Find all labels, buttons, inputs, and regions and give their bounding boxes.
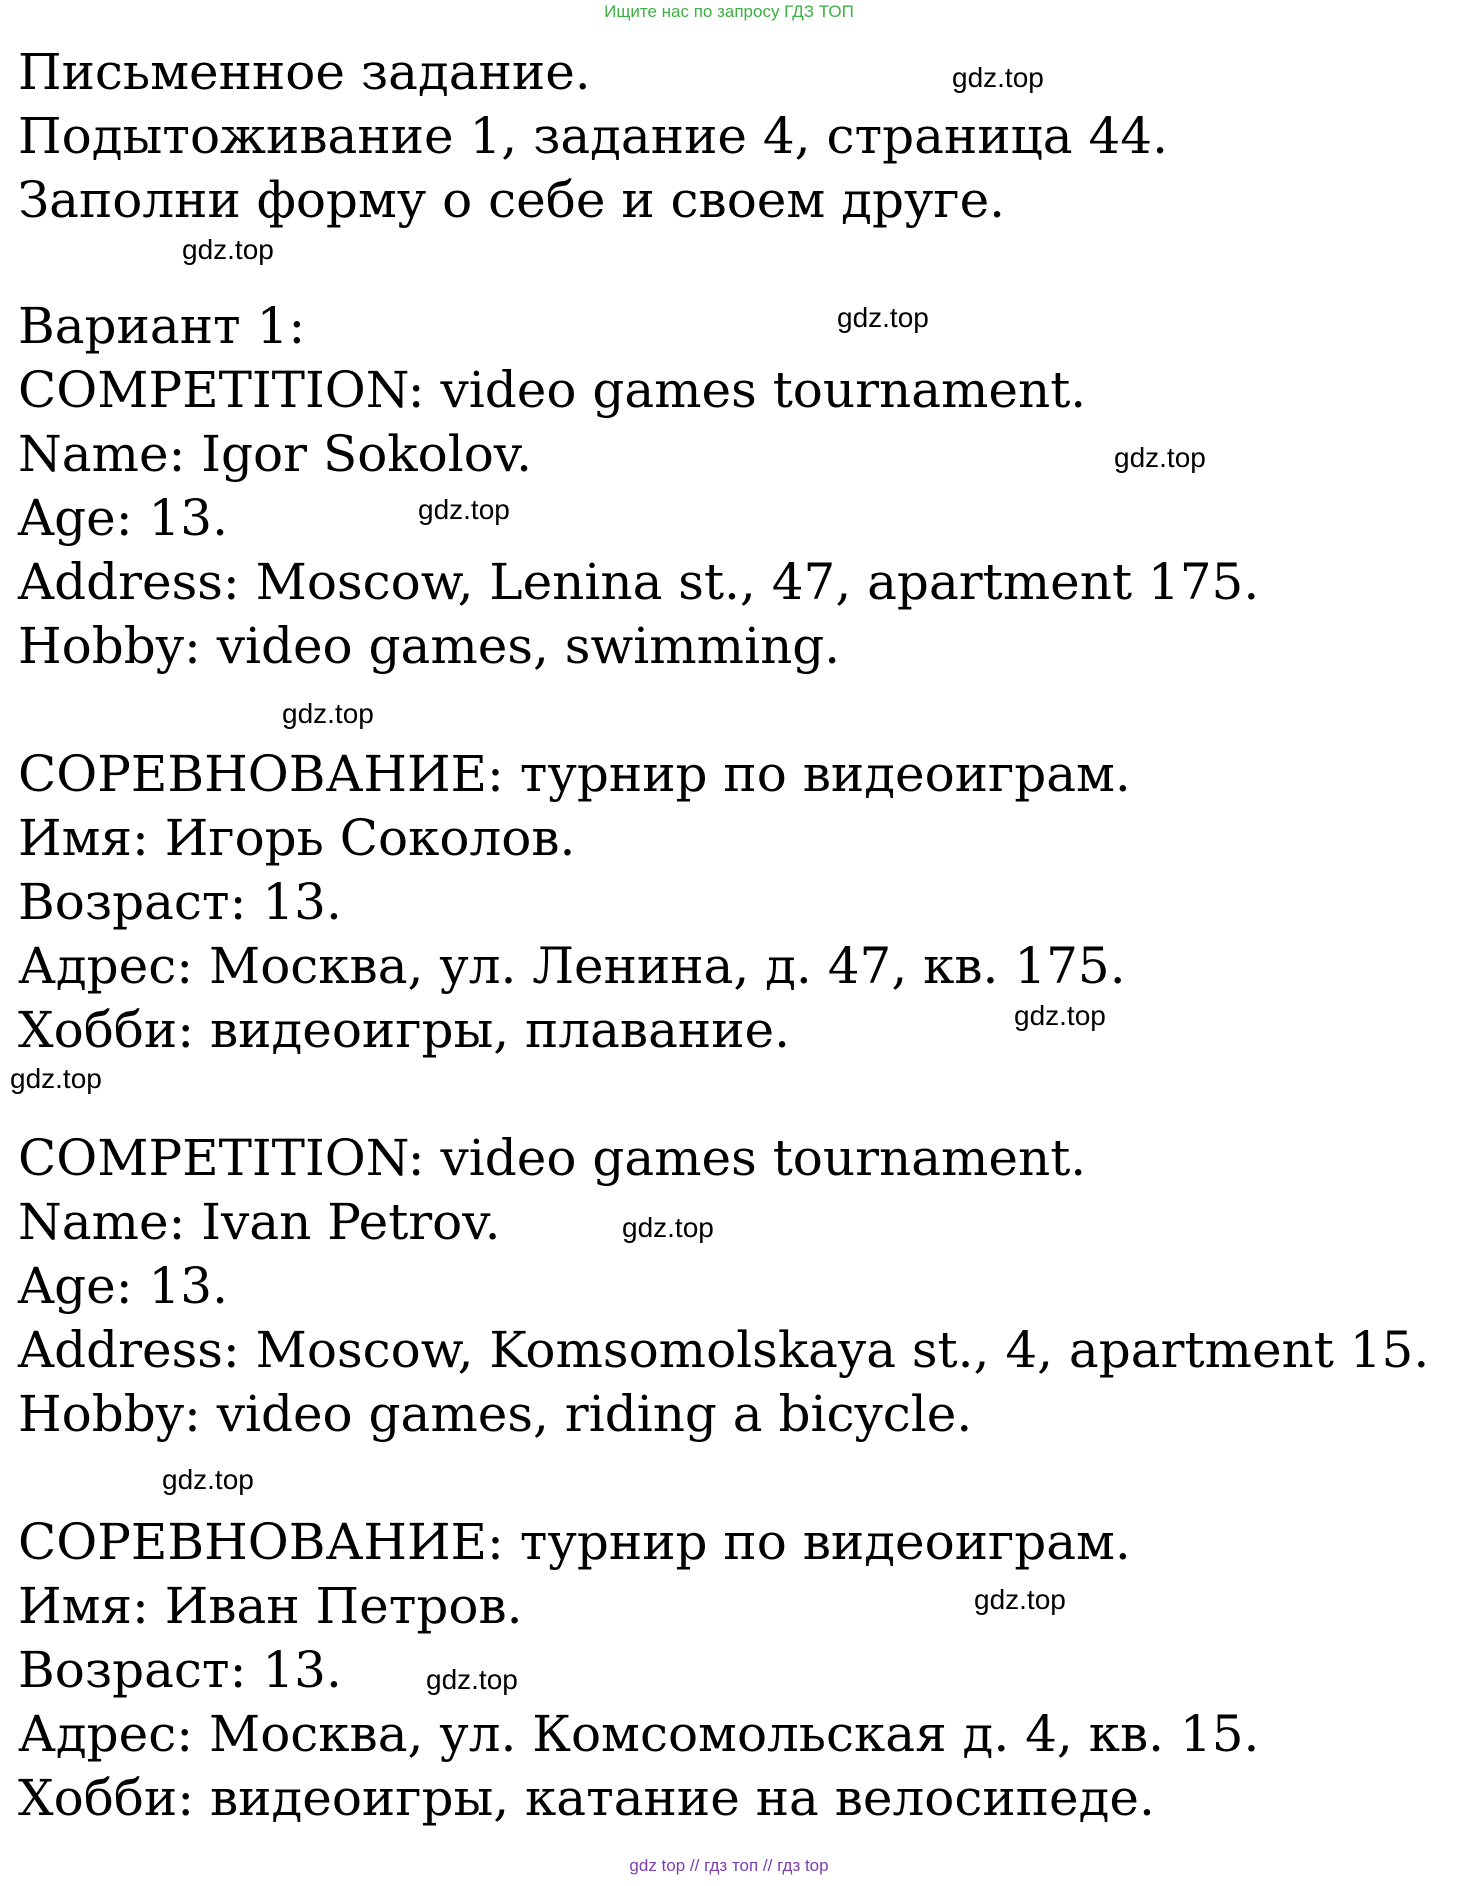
form1-ru-name: Имя: Игорь Соколов. xyxy=(18,809,576,867)
watermark: gdz.top xyxy=(426,1664,518,1695)
form2-ru-hobby: Хобби: видеоигры, катание на велосипеде. xyxy=(18,1769,1155,1827)
task-reference: Подытоживание 1, задание 4, страница 44. xyxy=(18,107,1168,165)
form2-en-name: Name: Ivan Petrov. xyxy=(18,1193,501,1251)
form2-en-age: Age: 13. xyxy=(18,1257,228,1315)
watermark: gdz.top xyxy=(974,1584,1066,1615)
watermark: gdz.top xyxy=(1114,442,1206,473)
form1-ru-address: Адрес: Москва, ул. Ленина, д. 47, кв. 175. xyxy=(18,937,1126,995)
form2-en-address: Address: Moscow, Komsomolskaya st., 4, apartment 15. xyxy=(18,1321,1430,1379)
form1-en-competition: COMPETITION: video games tournament. xyxy=(18,361,1087,419)
task-title: Письменное задание. xyxy=(18,43,591,101)
watermark: gdz.top xyxy=(418,494,510,525)
form1-en-hobby: Hobby: video games, swimming. xyxy=(18,617,841,675)
watermark: gdz.top xyxy=(837,302,929,333)
watermark: gdz.top xyxy=(282,698,374,729)
form2-ru-competition: СОРЕВНОВАНИЕ: турнир по видеоиграм. xyxy=(18,1513,1131,1571)
form1-ru-age: Возраст: 13. xyxy=(18,873,342,931)
task-instruction: Заполни форму о себе и своем друге. xyxy=(18,171,1006,229)
form2-en-competition: COMPETITION: video games tournament. xyxy=(18,1129,1087,1187)
form1-en-age: Age: 13. xyxy=(18,489,228,547)
watermark: gdz.top xyxy=(162,1464,254,1495)
form2-ru-name: Имя: Иван Петров. xyxy=(18,1577,523,1635)
watermark: gdz.top xyxy=(182,234,274,265)
form1-ru-competition: СОРЕВНОВАНИЕ: турнир по видеоиграм. xyxy=(18,745,1131,803)
form2-en-hobby: Hobby: video games, riding a bicycle. xyxy=(18,1385,973,1443)
watermark: gdz.top xyxy=(1014,1000,1106,1031)
footer-links: gdz top // гдз топ // гдз top xyxy=(629,1856,829,1875)
watermark: gdz.top xyxy=(622,1212,714,1243)
search-hint: Ищите нас по запросу ГДЗ ТОП xyxy=(604,2,854,21)
variant-label: Вариант 1: xyxy=(18,297,306,355)
form1-ru-hobby: Хобби: видеоигры, плавание. xyxy=(18,1001,791,1059)
form2-ru-age: Возраст: 13. xyxy=(18,1641,342,1699)
watermark: gdz.top xyxy=(10,1063,102,1094)
watermark: gdz.top xyxy=(952,62,1044,93)
form2-ru-address: Адрес: Москва, ул. Комсомольская д. 4, кв. 15. xyxy=(18,1705,1260,1763)
form1-en-name: Name: Igor Sokolov. xyxy=(18,425,533,483)
form1-en-address: Address: Moscow, Lenina st., 47, apartment 175. xyxy=(18,553,1260,611)
